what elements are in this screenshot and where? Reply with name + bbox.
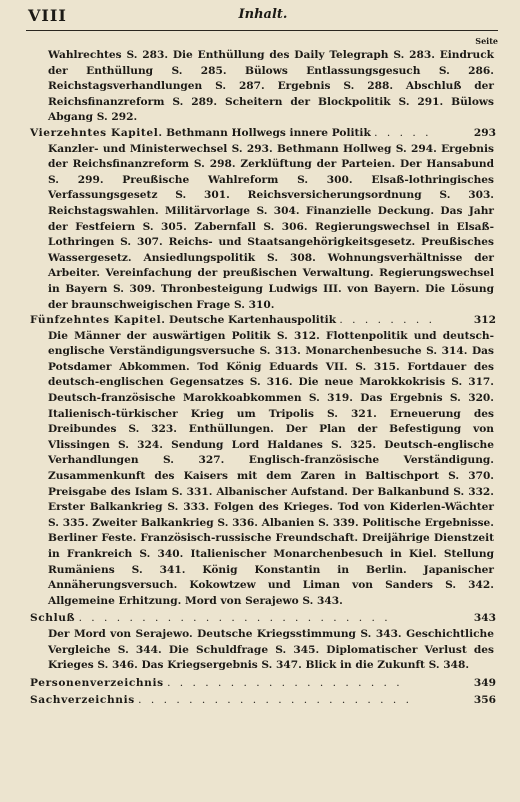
toc-entry-page-number: 349 <box>473 676 496 689</box>
toc-entry-heading <box>30 611 494 627</box>
toc-entry-body: Wahlrechtes S. 283. Die Enthüllung des Daily Telegraph S. 283. Eindruck der Enthüllung S. 285. Bülows Entlassungsgesuch S. 286. Reichstagsverhandlungen S. 287. Ergebnis S. 288. Abschluß der Reichsfinanzreform S. 289. Scheitern der Blockpolitik S. 291. Bülows Abgang S. 292. <box>48 49 494 124</box>
toc-entry-heading <box>30 126 494 142</box>
toc-entry-body: Kanzler- und Ministerwechsel S. 293. Bethmann Hollweg S. 294. Ergebnis der Reichsfinanzreform S. 298. Zerklüftung der Parteien. Der Hansabund S. 299. Preußische Wahlreform S. 300. Elsaß-lothringisches Verfassungsgesetz S. 301. Reichsversicherungsordnung S. 303. Reichstagswahlen. Militärvorlage S. 304. Finanzielle Deckung. Das Jahr der Festfeiern S. 305. Zabernfall S. 306. Regierungswechsel in Elsaß-Lothringen S. 307. Reichs- und Staatsangehörigkeitsgesetz. Preußisches Wassergesetz. Ansiedlungspolitik S. 308. Wohnungsverhältnisse der Arbeiter. Vereinfachung der preußischen Verwaltung. Regierungswechsel in Bayern S. 309. Thronbesteigung Ludwigs III. von Bayern. Die Lösung der braunschweigischen Frage S. 310. <box>48 142 494 311</box>
toc-entry-label: Sachverzeichnis <box>30 694 135 707</box>
toc-entry-body: Die Männer der auswärtigen Politik S. 312. Flottenpolitik und deutsch-englische Verständigungsversuche S. 313. Monarchenbesuche S. 314. Das Potsdamer Abkommen. Tod König Eduards VII. S. 315. Fortdauer des deutsch-englischen Gegensatzes S. 316. Die neue Marokkokrisis S. 317. Deutsch-französische Marokkoabkommen S. 319. Das Ergebnis S. 320. Italienisch-türkischer Krieg um Tripolis S. 321. Erneuerung des Dreibundes S. 323. Enthüllungen. Der Plan der Befestigung von Vlissingen S. 324. Sendung Lord Haldanes S. 325. Deutsch-englische Verhandlungen S. 327. Englisch-französische Verständigung. Zusammenkunft des Kaisers mit dem Zaren in Baltischport S. 370. Preisgabe des Islam S. 331. Albanischer Aufstand. Der Balkanbund S. 332. Erster Balkankrieg S. 333. Folgen des Krieges. Tod von Kiderlen-Wächter S. 335. Zweiter Balkankrieg S. 336. Albanien S. 339. Politische Ergebnisse. Berliner Feste. Französisch-russische Freundschaft. Dreijährige Dienstzeit in Frankreich S. 340. Italienischer Monarchenbesuch in Kiel. Stellung Rumäniens S. 341. König Konstantin in Berlin. Japanischer Annäherungsversuch. Kokowtzew und Liman von Sanders S. 342. Allgemeine Erhitzung. Mord von Serajewo S. 343. <box>48 329 494 607</box>
toc-entry-kapitel-14 <box>30 126 494 313</box>
toc-entry-subtitle: Deutsche Kartenhauspolitik <box>168 314 337 327</box>
toc-entry-page-number: 356 <box>473 694 496 707</box>
toc-entry-kapitel-15 <box>30 313 494 609</box>
toc-entry-heading <box>30 676 494 692</box>
toc-entry-label: Vierzehntes Kapitel. <box>30 126 163 139</box>
toc-entry-subtitle: Bethmann Hollwegs innere Politik <box>166 126 371 139</box>
toc-entry-continuation <box>30 48 494 126</box>
toc-entry-page-number: 293 <box>473 126 496 139</box>
page-header <box>28 6 498 28</box>
page-title: Inhalt. <box>238 7 288 22</box>
toc-entry-heading <box>30 693 494 709</box>
toc-entry-schluss <box>30 611 494 673</box>
table-of-contents <box>30 48 494 709</box>
toc-entry-leader: . . . . . . . . . . . . . . . . . . . . . . <box>138 694 412 707</box>
toc-entry-leader: . . . . . . . . . . . . . . . . . . . . . . . . . <box>78 612 391 625</box>
page-number-roman: VIII <box>28 6 67 25</box>
seite-column-label: Seite <box>475 36 498 46</box>
toc-entry-body: Der Mord von Serajewo. Deutsche Kriegsstimmung S. 343. Geschichtliche Vergleiche S. 344. Die Schuldfrage S. 345. Diplomatischer Verlust des Krieges S. 346. Das Kriegsergebnis S. 347. Blick in die Zukunft S. 348. <box>48 627 494 672</box>
toc-entry-page-number: 312 <box>473 314 496 327</box>
toc-entry-page-number: 343 <box>473 612 496 625</box>
toc-entry-personenverzeichnis <box>30 676 494 692</box>
toc-entry-leader: . . . . . . . . <box>339 314 435 327</box>
toc-entry-heading <box>30 313 494 329</box>
toc-entry-leader: . . . . . . . . . . . . . . . . . . . <box>167 676 403 689</box>
toc-entry-label: Fünfzehntes Kapitel. <box>30 314 166 327</box>
toc-entry-sachverzeichnis <box>30 693 494 709</box>
toc-entry-label: Personenverzeichnis <box>30 676 164 689</box>
toc-entry-label: Schluß <box>30 612 76 625</box>
header-rule <box>26 30 498 31</box>
toc-entry-leader: . . . . . <box>374 126 432 139</box>
